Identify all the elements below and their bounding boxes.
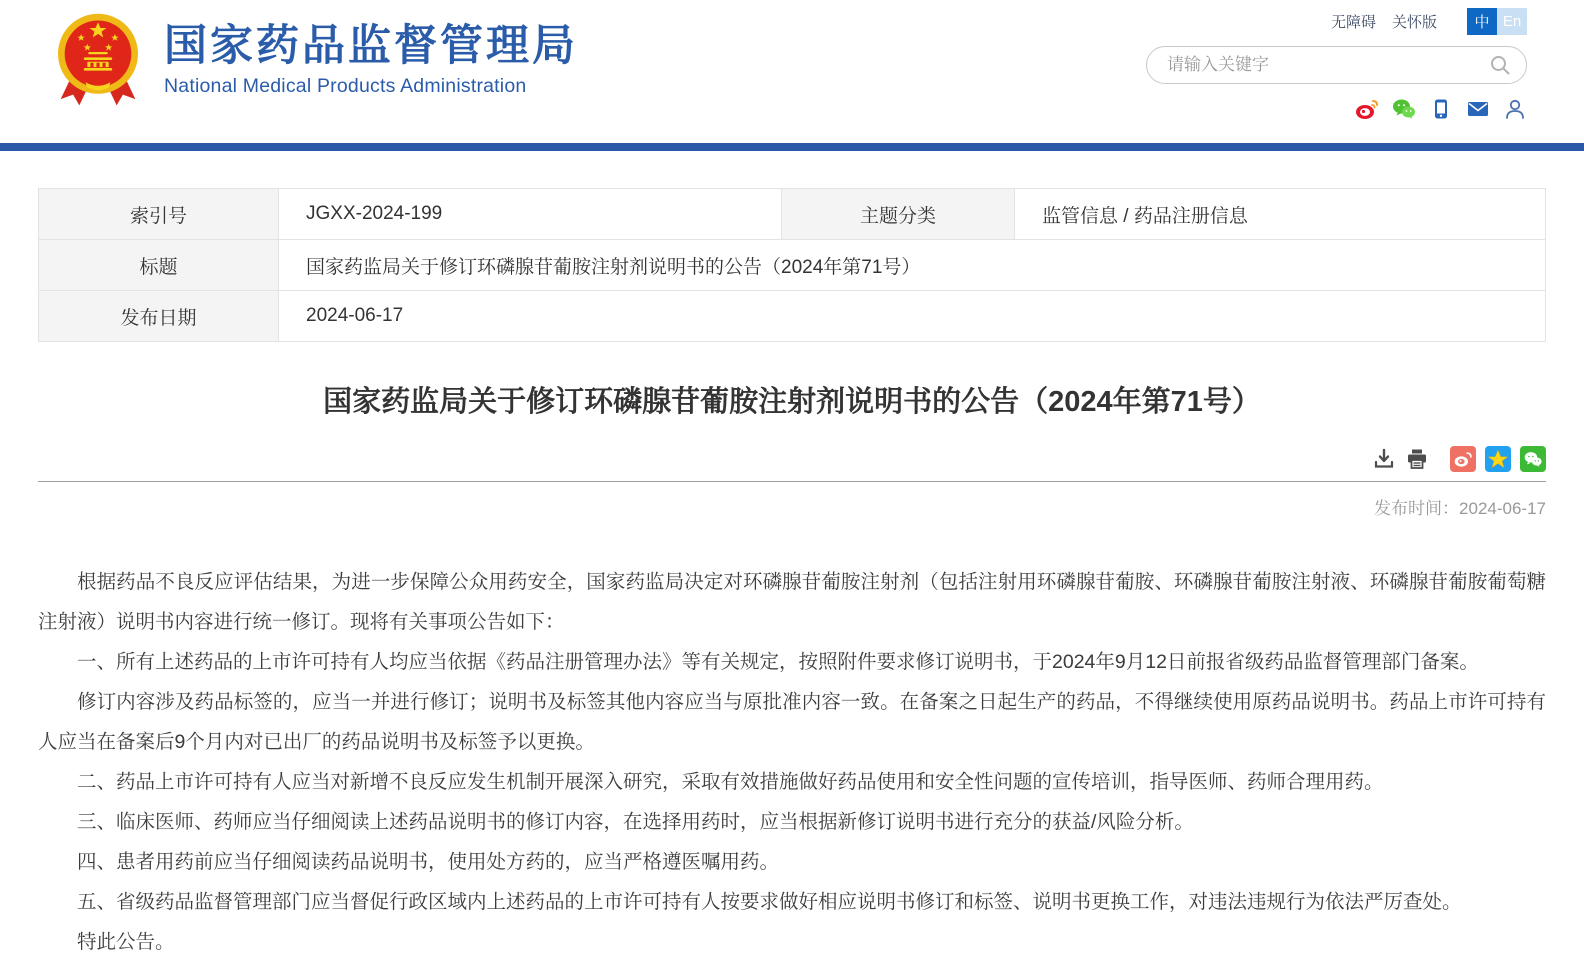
search-input[interactable] — [1167, 55, 1488, 75]
date-label: 发布日期 — [39, 291, 279, 342]
site-title-block — [164, 22, 578, 98]
article-body — [38, 562, 1546, 953]
search-box — [1146, 46, 1527, 84]
mobile-icon[interactable] — [1429, 97, 1453, 121]
page-title: 国家药监局关于修订环磷腺苷葡胺注射剂说明书的公告（2024年第71号） — [323, 386, 1261, 418]
paragraph: 根据药品不良反应评估结果，为进一步保障公众用药安全，国家药监局决定对环磷腺苷葡胺注射剂（包括注射用环磷腺苷葡胺、环磷腺苷葡胺注射液、环磷腺苷葡胺葡萄糖注射液）说明书内容进行统一修订。现将有关事项公告如下： — [38, 571, 1546, 633]
publish-time — [38, 494, 1546, 519]
social-icons-row — [1107, 84, 1527, 121]
date-value: 2024-06-17 — [279, 291, 1546, 342]
paragraph: 特此公告。 — [77, 931, 175, 953]
header-divider-bar — [0, 143, 1584, 151]
care-version-link[interactable]: 关怀版 — [1391, 13, 1437, 31]
site-logo[interactable] — [58, 10, 578, 110]
share-wechat-icon[interactable] — [1520, 446, 1546, 472]
download-icon[interactable] — [1372, 447, 1396, 471]
site-subtitle: National Medical Products Administration — [164, 75, 527, 98]
print-icon[interactable] — [1405, 447, 1429, 471]
title-label: 标题 — [39, 240, 279, 291]
article-toolbar — [38, 446, 1546, 472]
header-right — [1107, 7, 1527, 121]
paragraph: 五、省级药品监督管理部门应当督促行政区域内上述药品的上市许可持有人按要求做好相应说明书修订和标签、说明书更换工作，对违法违规行为依法严厉查处。 — [77, 891, 1462, 913]
search-icon[interactable] — [1488, 53, 1512, 77]
accessibility-link[interactable]: 无障碍 — [1330, 13, 1376, 31]
table-row — [39, 240, 1546, 291]
national-emblem-icon — [58, 10, 138, 110]
title-value: 国家药监局关于修订环磷腺苷葡胺注射剂说明书的公告（2024年第71号） — [279, 240, 1546, 291]
topic-label: 主题分类 — [782, 189, 1015, 240]
publish-time-label: 发布时间： — [1374, 499, 1460, 518]
paragraph: 二、药品上市许可持有人应当对新增不良反应发生机制开展深入研究，采取有效措施做好药品使用和安全性问题的宣传培训，指导医师、药师合理用药。 — [77, 771, 1384, 793]
index-value: JGXX-2024-199 — [279, 189, 782, 240]
top-links — [1107, 7, 1527, 35]
share-qzone-icon[interactable] — [1485, 446, 1511, 472]
table-row — [39, 189, 1546, 240]
site-title: 国家药品监督管理局 — [164, 21, 578, 70]
paragraph: 三、临床医师、药师应当仔细阅读上述药品说明书的修订内容，在选择用药时，应当根据新修订说明书进行充分的获益/风险分析。 — [77, 811, 1194, 833]
main-content — [0, 188, 1584, 953]
table-row — [39, 291, 1546, 342]
topic-value: 监管信息 / 药品注册信息 — [1015, 189, 1546, 240]
user-icon[interactable] — [1503, 97, 1527, 121]
lang-en-button[interactable]: En — [1497, 8, 1527, 35]
lang-zh-button[interactable]: 中 — [1467, 8, 1497, 35]
title-divider — [38, 481, 1546, 482]
paragraph: 修订内容涉及药品标签的，应当一并进行修订；说明书及标签其他内容应当与原批准内容一致。在备案之日起生产的药品，不得继续使用原药品说明书。药品上市许可持有人应当在备案后9个月内对已出厂的药品说明书及标签予以更换。 — [38, 691, 1546, 753]
site-header — [0, 0, 1584, 143]
wechat-icon[interactable] — [1392, 97, 1416, 121]
share-weibo-icon[interactable] — [1450, 446, 1476, 472]
document-info-table — [38, 188, 1546, 342]
publish-time-value: 2024-06-17 — [1459, 499, 1546, 518]
language-toggle — [1467, 8, 1527, 35]
index-label: 索引号 — [39, 189, 279, 240]
weibo-icon[interactable] — [1355, 97, 1379, 121]
mail-icon[interactable] — [1466, 97, 1490, 121]
paragraph: 四、患者用药前应当仔细阅读药品说明书，使用处方药的，应当严格遵医嘱用药。 — [77, 851, 780, 873]
paragraph: 一、所有上述药品的上市许可持有人均应当依据《药品注册管理办法》等有关规定，按照附件要求修订说明书，于2024年9月12日前报省级药品监督管理部门备案。 — [77, 651, 1479, 673]
